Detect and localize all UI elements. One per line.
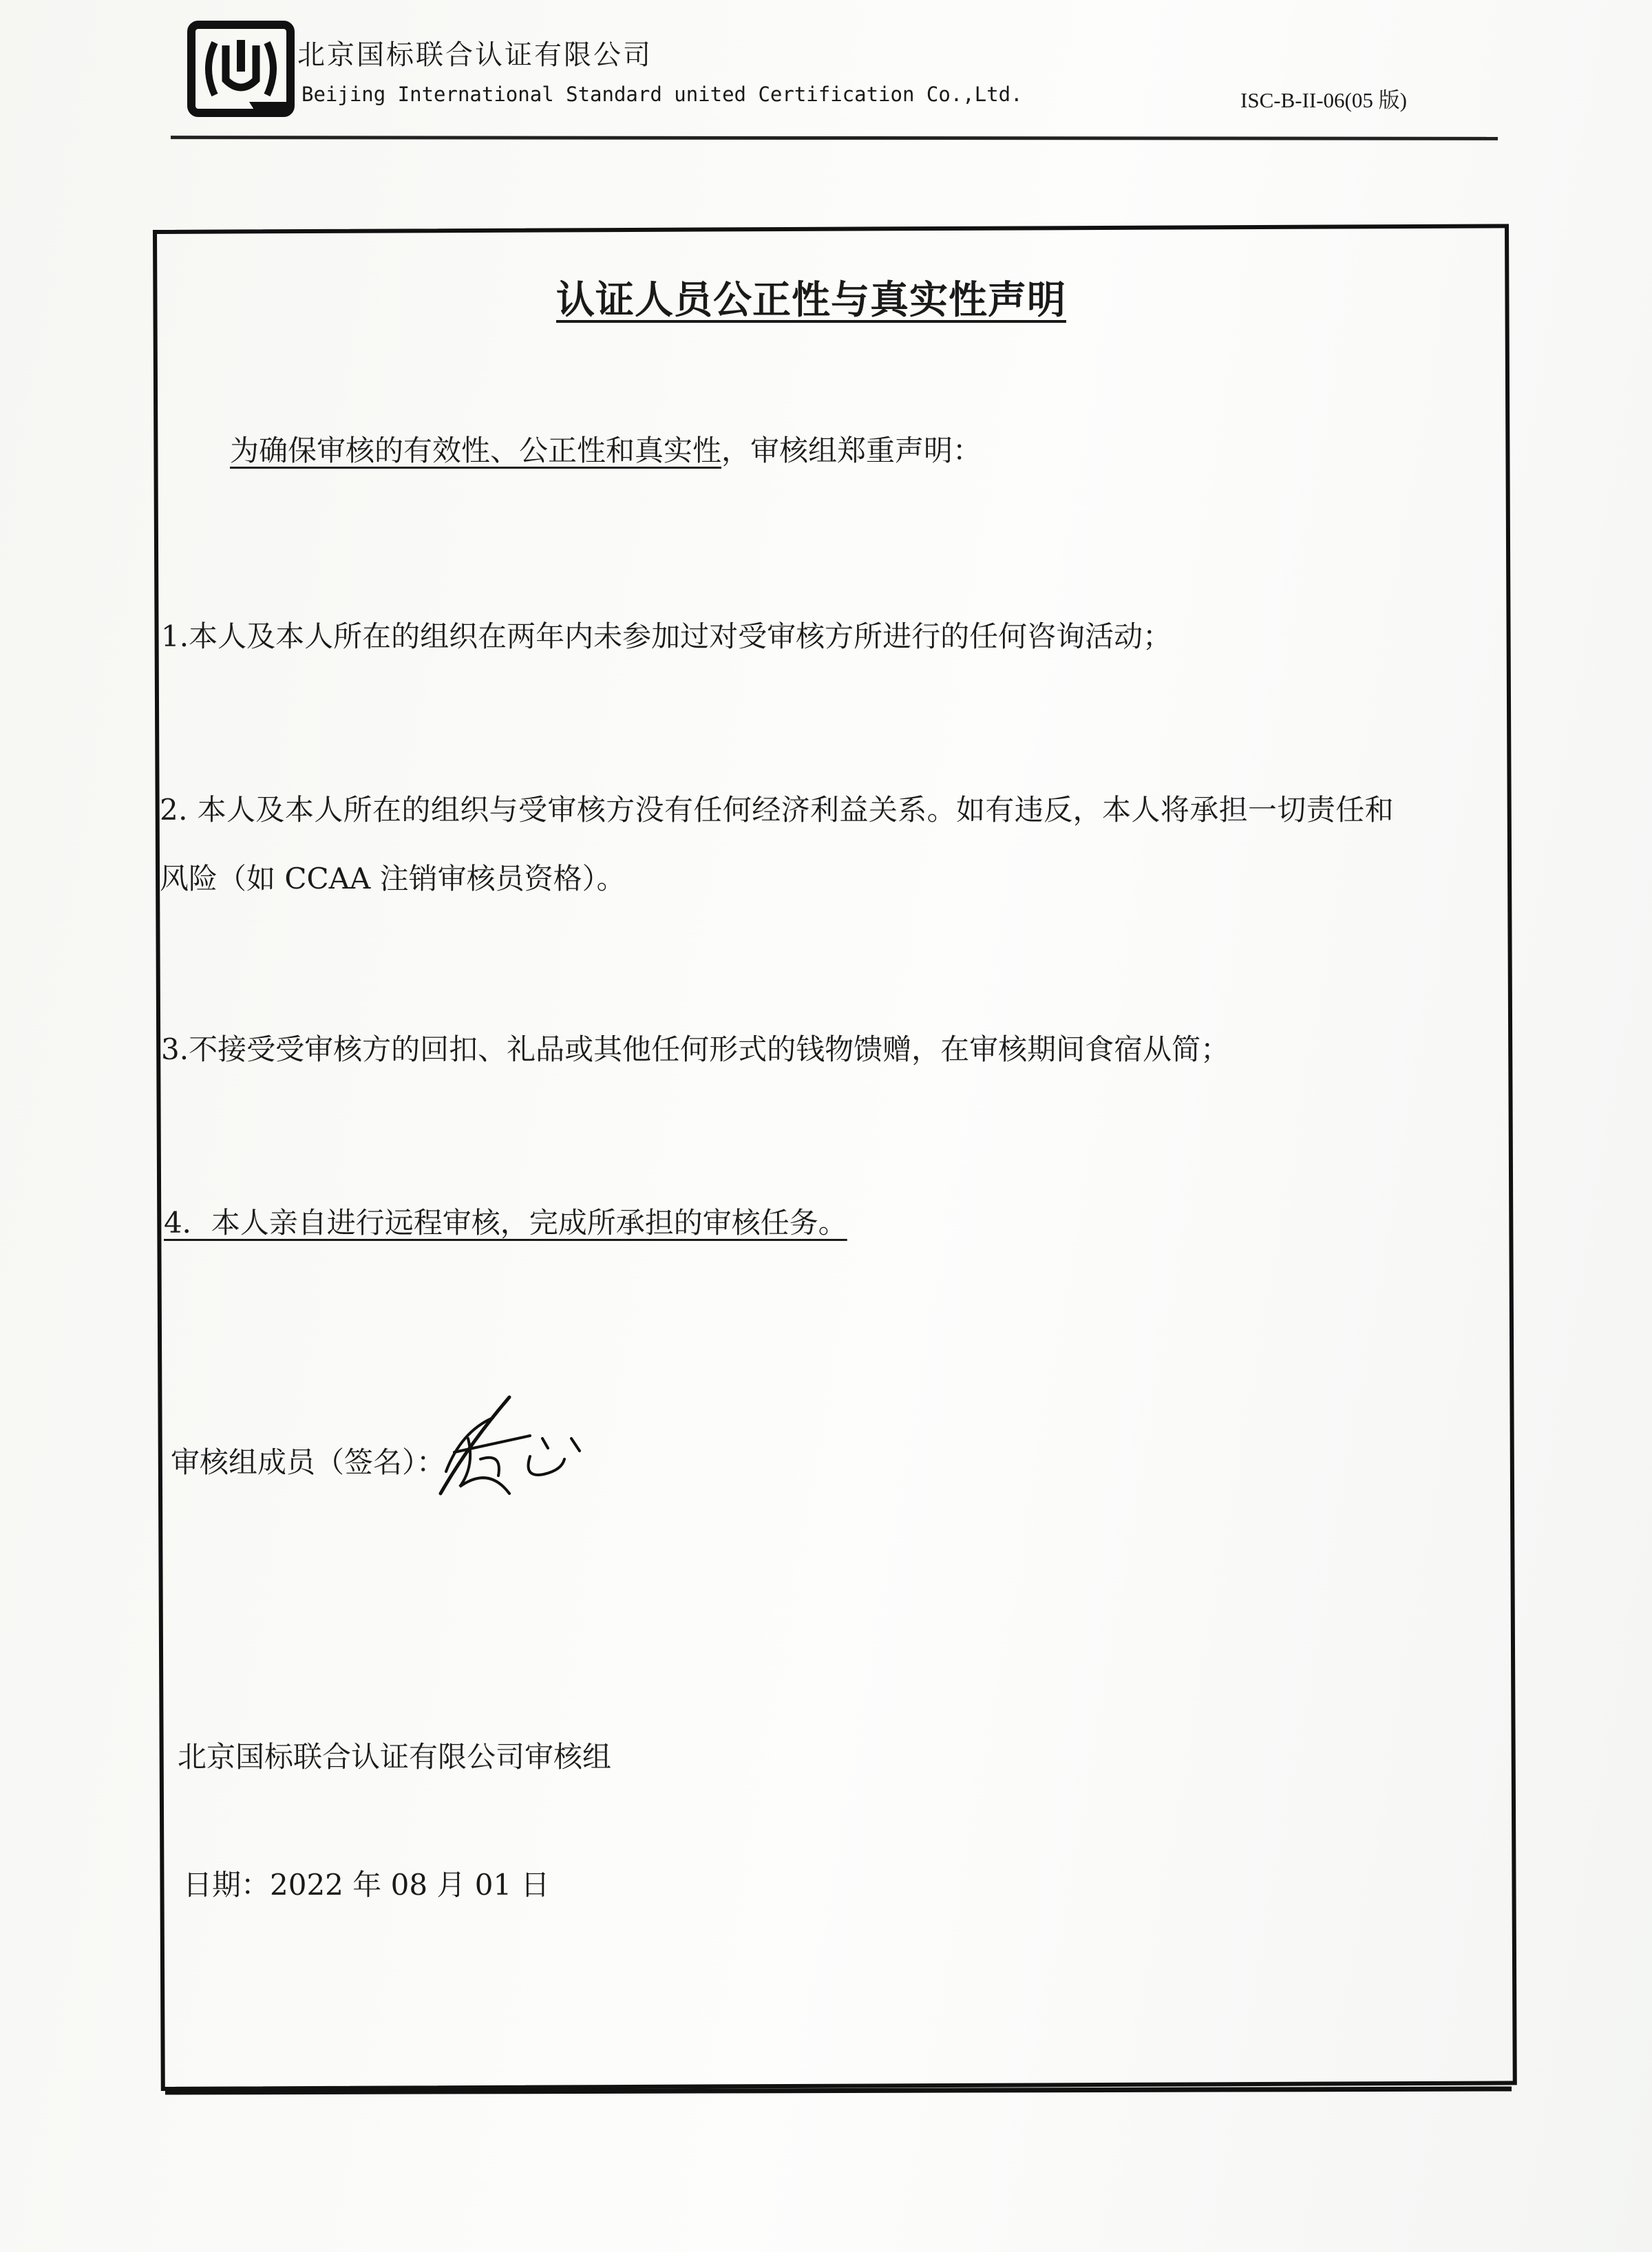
declaration-title: 认证人员公正性与真实性声明 [556,278,1066,323]
company-name-cn: 北京国标联合认证有限公司 [297,39,653,71]
intro-paragraph [230,428,982,469]
declaration-item-2: 2. 本人及本人所在的组织与受审核方没有任何经济利益关系。如有违反，本人将承担一切责任和 [160,793,1395,827]
letterhead [0,0,1652,145]
header-divider [171,136,1498,140]
intro-underlined-text: 为确保审核的有效性、公正性和真实性 [230,434,722,467]
company-name-en: Beijing International Standard united Certification Co.,Ltd. [301,83,1023,106]
declaration-item-3: 3.不接受受审核方的回扣、礼品或其他任何形式的钱物馈赠，在审核期间食宿从简； [161,1032,1230,1066]
declaration-frame [153,224,1517,2091]
declaration-item-1: 1.本人及本人所在的组织在两年内未参加过对受审核方所进行的任何咨询活动； [161,619,1172,653]
date-value: 2022 年 08 月 01 日 [270,1868,550,1902]
date-label: 日期： [183,1868,271,1902]
handwritten-signature [427,1390,592,1500]
signature-label: 审核组成员（签名）： [171,1445,446,1479]
intro-rest-text: ，审核组郑重声明： [721,434,982,467]
document-code: ISC-B-II-06(05 版) [1240,88,1407,112]
company-logo-icon [187,21,295,117]
declaration-item-4: 4．本人亲自进行远程审核，完成所承担的审核任务。 [164,1206,847,1240]
declaration-item-2-continued: 风险（如 CCAA 注销审核员资格）。 [160,862,626,895]
date-row [183,1862,550,1904]
audit-team-organization: 北京国标联合认证有限公司审核组 [178,1740,612,1774]
